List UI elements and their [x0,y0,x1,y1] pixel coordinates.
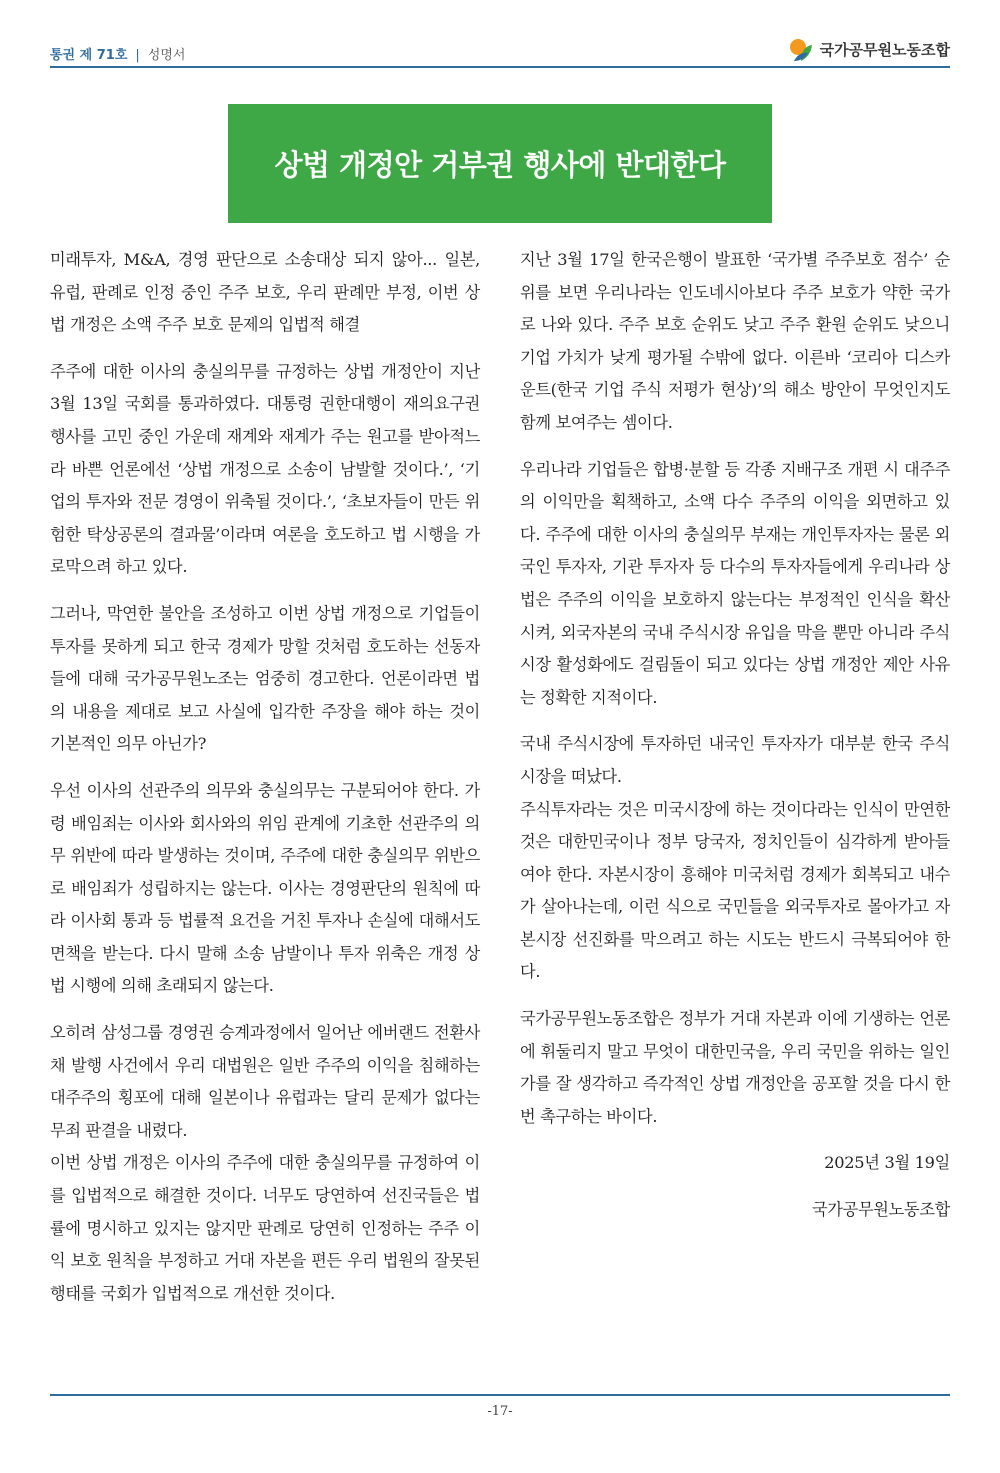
paragraph: 지난 3월 17일 한국은행이 발표한 ‘국가별 주주보호 점수’ 순위를 보면 우리나라는 인도네시아보다 주주 보호가 약한 국가로 나와 있다. 주주 보호 순위도 낮고 주주 환원 순위도 낮으니 기업 가치가 낮게 평가될 수밖에 없다. 이른바 ‘코리아 디스카운트(한국 기업 주식 저평가 현상)’의 해소 방안이 무엇인지도 함께 보여주는 셈이다. [520,250,950,432]
paragraph: 국가공무원노동조합은 정부가 거대 자본과 이에 기생하는 언론에 휘둘리지 말고 무엇이 대한민국을, 우리 국민을 위하는 일인가를 잘 생각하고 즉각적인 상법 개정안을 공포할 것을 다시 한번 촉구하는 바이다. [520,1009,950,1126]
page-number: -17- [487,1404,513,1419]
right-column [520,244,950,1241]
footer-rule [50,1394,950,1396]
paragraph: 이번 상법 개정은 이사의 주주에 대한 충실의무를 규정하여 이를 입법적으로 해결한 것이다. 너무도 당연하여 선진국들은 법률에 명시하고 있지는 않지만 판례로 당연히 인정하는 주주 이익 보호 원칙을 부정하고 거대 자본을 편든 우리 법원의 잘못된 행태를 국회가 입법적으로 개선한 것이다. [50,1153,480,1303]
issue-number: 통권 제 71호 [50,48,128,63]
union-logo-icon [788,36,814,62]
paragraph: 미래투자, M&A, 경영 판단으로 소송대상 되지 않아... 일본, 유럽, 판례로 인정 중인 주주 보호, 우리 판례만 부정, 이번 상법 개정은 소액 주주 보호 문제의 입법적 해결 [50,250,480,335]
page-header [50,36,950,68]
statement-date: 2025년 3월 19일 [824,1153,950,1173]
org-name: 국가공무원노동조합 [819,40,950,59]
document-kind: 성명서 [147,48,186,63]
paragraph: 국내 주식시장에 투자하던 내국인 투자자가 대부분 한국 주식시장을 떠났다. [520,734,950,786]
title-banner [228,104,772,223]
issue-info [50,44,185,63]
paragraph: 우리나라 기업들은 합병·분할 등 각종 지배구조 개편 시 대주주의 이익만을 획책하고, 소액 다수 주주의 이익을 외면하고 있다. 주주에 대한 이사의 충실의무 부재는 개인투자자는 물론 외국인 투자자, 기관 투자자 등 다수의 투자자들에게 우리나라 상법은 주주의 이익을 보호하지 않는다는 부정적인 인식을 확산시켜, 외국자본의 국내 주식시장 유입을 막을 뿐만 아니라 주식시장 활성화에도 걸림돌이 되고 있다는 상법 개정안 제안 사유는 정확한 지적이다. [520,459,950,707]
page-title: 상법 개정안 거부권 행사에 반대한다 [274,148,726,182]
signer: 국가공무원노동조합 [811,1200,950,1220]
header-separator: | [135,48,140,63]
paragraph: 주식투자라는 것은 미국시장에 하는 것이다라는 인식이 만연한 것은 대한민국이나 정부 당국자, 정치인들이 심각하게 받아들여야 한다. 자본시장이 흥해야 미국처럼 경제가 회복되고 내수가 살아나는데, 이런 식으로 국민들을 외국투자로 몰아가고 자본시장 선진화를 막으려고 하는 시도는 반드시 극복되어야 한다. [520,799,950,982]
org-logo [788,36,950,62]
paragraph: 오히려 삼성그룹 경영권 승계과정에서 일어난 에버랜드 전환사채 발행 사건에서 우리 대법원은 일반 주주의 이익을 침해하는 대주주의 횡포에 대해 일본이나 유럽과는 달리 문제가 없다는 무죄 판결을 내렸다. [50,1023,480,1140]
paragraph: 그러나, 막연한 불안을 조성하고 이번 상법 개정으로 기업들이 투자를 못하게 되고 한국 경제가 망할 것처럼 호도하는 선동자들에 대해 국가공무원노조는 엄중히 경고한다. 언론이라면 법의 내용을 제대로 보고 사실에 입각한 주장을 해야 하는 것이 기본적인 의무 아닌가? [50,603,480,754]
paragraph: 주주에 대한 이사의 충실의무를 규정하는 상법 개정안이 지난 3월 13일 국회를 통과하였다. 대통령 권한대행이 재의요구권 행사를 고민 중인 가운데 재계와 재계가 주는 원고를 받아적느라 바쁜 언론에선 ‘상법 개정으로 소송이 남발할 것이다.’, ‘기업의 투자와 전문 경영이 위축될 것이다.’, ‘초보자들이 만든 위험한 탁상공론의 결과물’이라며 여론을 호도하고 법 시행을 가로막으려 하고 있다. [50,361,480,577]
left-column [50,244,480,1324]
paragraph: 우선 이사의 선관주의 의무와 충실의무는 구분되어야 한다. 가령 배임죄는 이사와 회사와의 위임 관계에 기초한 선관주의 의무 위반에 따라 발생하는 것이며, 주주에 대한 충실의무 위반으로 배임죄가 성립하지는 않는다. 이사는 경영판단의 원칙에 따라 이사회 통과 등 법률적 요건을 거친 투자나 손실에 대해서도 면책을 받는다. 다시 말해 소송 남발이나 투자 위축은 개정 상법 시행에 의해 초래되지 않는다. [50,780,480,996]
